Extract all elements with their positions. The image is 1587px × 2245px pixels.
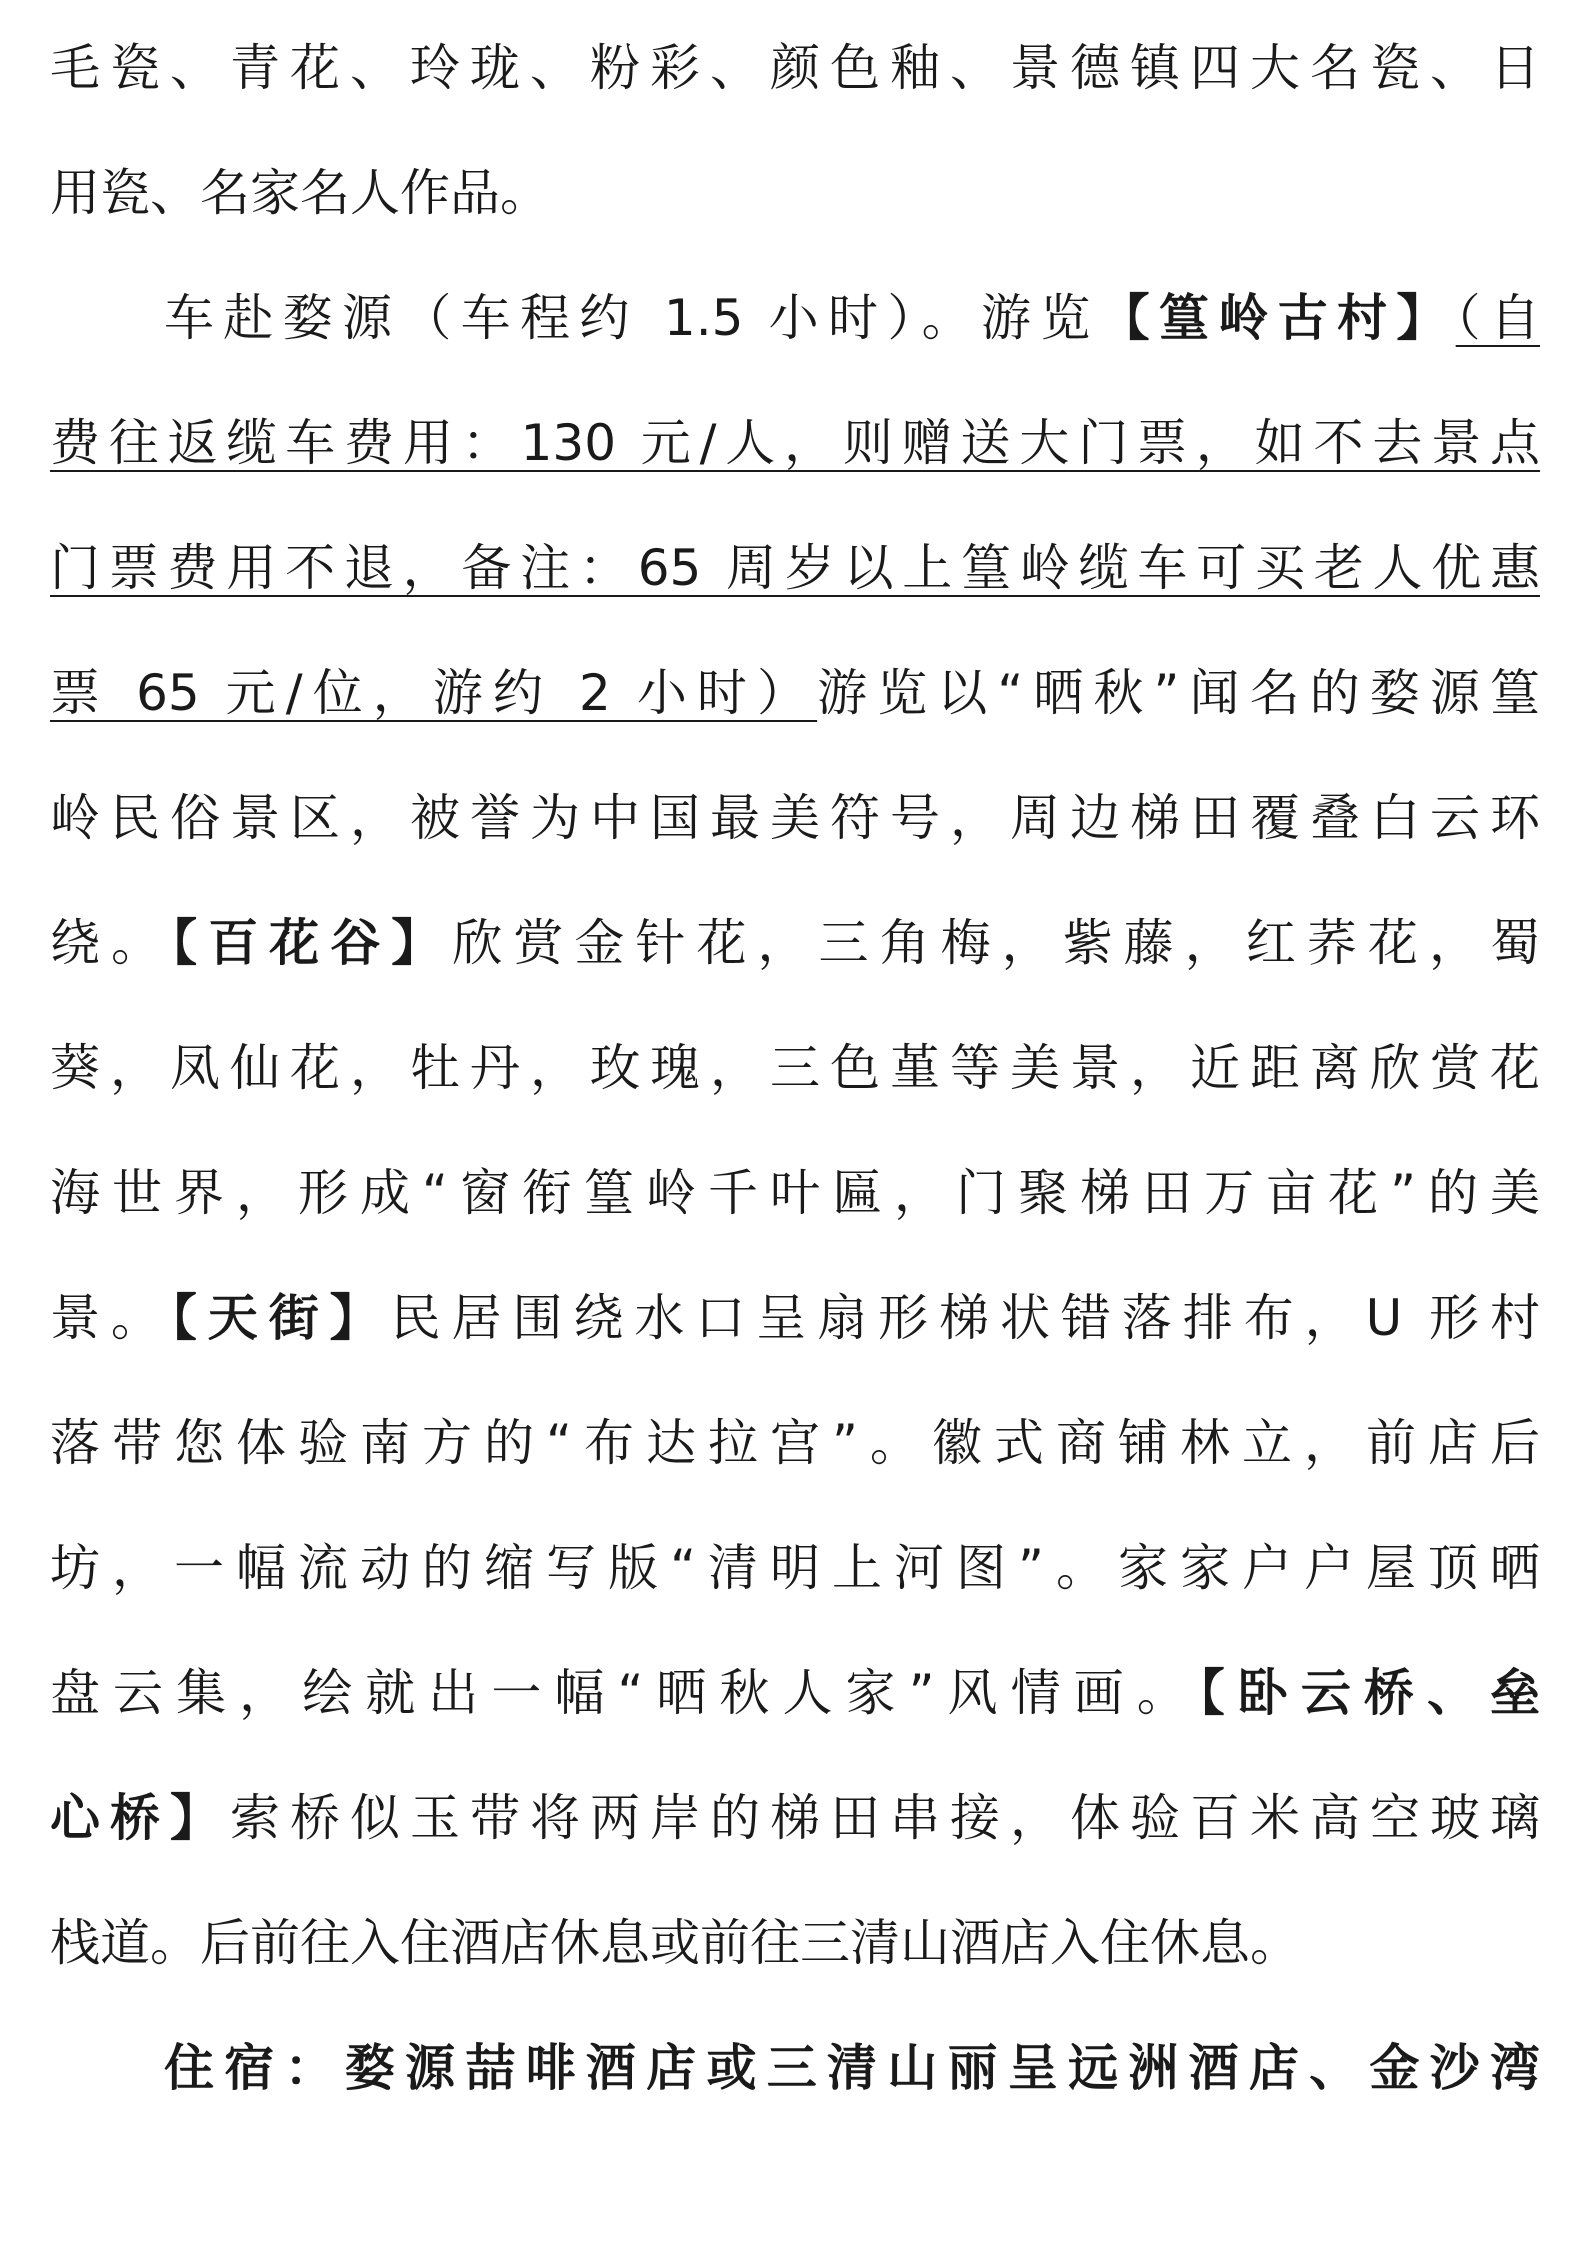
text-line: 票 65 元/位，游约 2 小时）游览以“晒秋”闻名的婺源篁 xyxy=(50,664,1540,722)
underlined-note: 门票费用不退，备注：65 周岁以上篁岭缆车可买老人优惠 xyxy=(50,539,1540,597)
underlined-note: 票 65 元/位，游约 2 小时） xyxy=(50,664,818,722)
text-line xyxy=(50,506,1540,631)
text-line: 葵，凤仙花，牡丹，玫瑰，三色堇等美景，近距离欣赏花 xyxy=(50,1039,1540,1097)
attraction-name: 【百花谷】 xyxy=(172,914,453,972)
text-line: 绕。【百花谷】欣赏金针花，三角梅，紫藤，红荞花，蜀 xyxy=(50,914,1541,972)
text-line: 心桥】索桥似玉带将两岸的梯田串接，体验百米高空玻璃 xyxy=(50,1789,1540,1847)
text-line: 毛瓷、青花、玲珑、粉彩、颜色釉、景德镇四大名瓷、日 xyxy=(50,39,1540,97)
text-line: 栈道。后前往入住酒店休息或前往三清山酒店入住休息。 xyxy=(50,1914,1300,1972)
text-line xyxy=(50,381,1540,506)
text-line: 坊，一幅流动的缩写版“清明上河图”。家家户户屋顶晒 xyxy=(50,1539,1540,1597)
text-line: 盘云集，绘就出一幅“晒秋人家”风情画。【卧云桥、垒 xyxy=(50,1664,1540,1722)
text-line: 景。【天街】民居围绕水口呈扇形梯状错落排布，U 形村 xyxy=(50,1289,1540,1347)
underlined-note: （自 xyxy=(1455,289,1541,347)
text-line: 车赴婺源（车程约 1.5 小时）。游览【篁岭古村】（自 xyxy=(164,289,1541,347)
text-line: 海世界，形成“窗衔篁岭千叶匾，门聚梯田万亩花”的美 xyxy=(50,1164,1540,1222)
text-line: 岭民俗景区，被誉为中国最美符号，周边梯田覆叠白云环 xyxy=(50,789,1540,847)
underlined-note: 费往返缆车费用：130 元/人，则赠送大门票，如不去景点 xyxy=(50,414,1540,472)
document-page xyxy=(50,6,1540,2131)
attraction-name: 【篁岭古村】 xyxy=(1099,289,1456,347)
attraction-name: 心桥】 xyxy=(50,1789,230,1847)
text-line: 用瓷、名家名人作品。 xyxy=(50,164,550,222)
attraction-name: 【天街】 xyxy=(171,1289,391,1347)
attraction-name: 【卧云桥、垒 xyxy=(1199,1664,1540,1722)
text-line: 落带您体验南方的“布达拉宫”。徽式商铺林立，前店后 xyxy=(50,1414,1540,1472)
accommodation-line: 住宿：婺源喆啡酒店或三清山丽呈远洲酒店、金沙湾 xyxy=(164,2039,1540,2097)
